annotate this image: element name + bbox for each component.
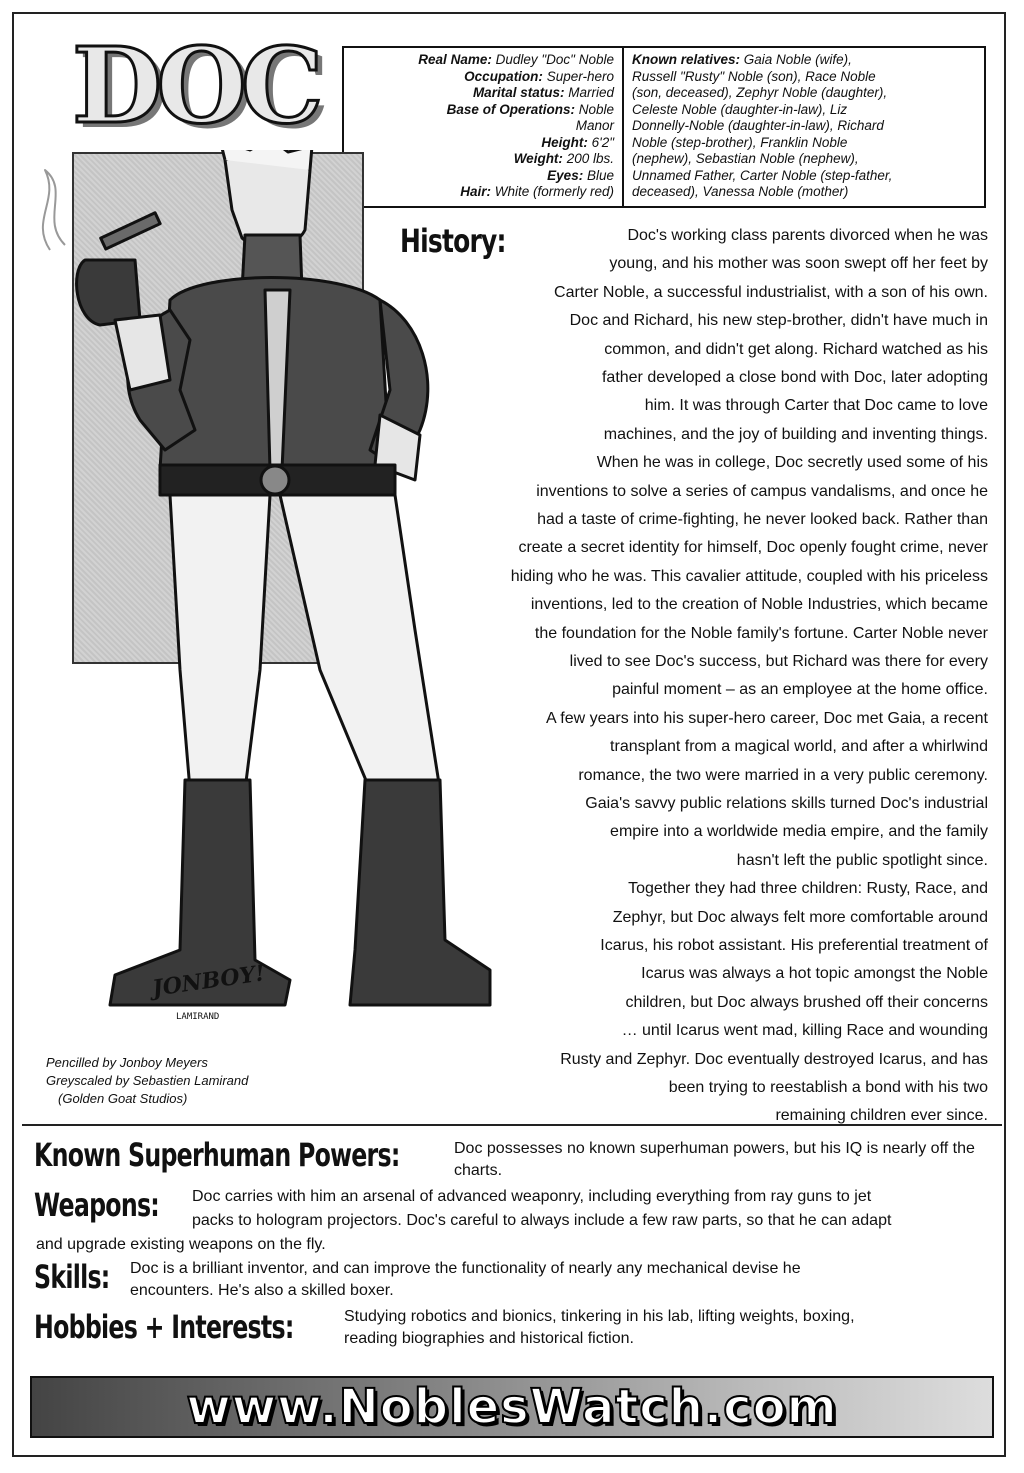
stat-value: White (formerly red) xyxy=(494,184,614,199)
stat-value: 200 lbs. xyxy=(566,151,614,166)
stat-value: 6'2" xyxy=(591,134,614,150)
stat-row xyxy=(352,85,614,102)
history-line: Carter Noble, a successful industrialist, with a son of his own. xyxy=(554,283,988,301)
history-line: Icarus, his robot assistant. His preferential treatment of xyxy=(600,937,988,954)
history-line: Icarus was always a hot topic amongst the Noble xyxy=(641,965,988,983)
history-line: A few years into his super-hero career, Doc met Gaia, a recent xyxy=(546,709,988,727)
penciller-credit: Pencilled by Jonboy Meyers xyxy=(46,1055,208,1070)
hobbies-text-1: Studying robotics and bionics, tinkering in his lab, lifting weights, boxing, xyxy=(344,1308,855,1325)
weapons-heading: Weapons: xyxy=(34,1186,160,1224)
stat-value: Super-hero xyxy=(546,68,614,84)
stat-row xyxy=(352,69,614,86)
art-credits xyxy=(46,1054,248,1108)
relatives-line: Noble (step-brother), Franklin Noble xyxy=(632,134,848,150)
relatives-line: Donnelly-Noble (daughter-in-law), Richard xyxy=(632,118,884,133)
history-line: common, and didn't get along. Richard watched as his xyxy=(604,340,988,358)
history-line: father developed a close bond with Doc, later adopting xyxy=(601,369,988,386)
history-line: Rusty and Zephyr. Doc eventually destroyed Icarus, and has xyxy=(560,1050,988,1068)
history-heading: History: xyxy=(400,222,506,260)
weapons-text-3: and upgrade existing weapons on the fly. xyxy=(36,1236,326,1253)
history-line: him. It was through Carter that Doc came to love xyxy=(644,397,988,415)
stat-row xyxy=(352,135,614,152)
history-line: had a taste of crime-fighting, he never looked back. Rather than xyxy=(537,511,988,528)
colorist-signature: LAMIRAND xyxy=(176,1012,220,1022)
relatives-line: deceased), Vanessa Noble (mother) xyxy=(632,184,849,199)
stat-label: Occupation: xyxy=(464,68,543,84)
relatives-label: Known relatives: xyxy=(632,52,741,67)
website-banner[interactable] xyxy=(30,1376,994,1438)
stat-label: Base of Operations: xyxy=(446,101,575,117)
history-line: Doc's working class parents divorced when he was xyxy=(627,227,988,244)
history-line: transplant from a magical world, and after a whirlwind xyxy=(610,738,988,756)
hobbies-heading: Hobbies + Interests: xyxy=(34,1308,294,1346)
history-line: young, and his mother was soon swept off her feet by xyxy=(609,255,988,273)
history-line: Together they had three children: Rusty, Race, and xyxy=(628,880,988,898)
stat-label: Height: xyxy=(541,134,588,150)
relatives-line: Gaia Noble (wife), xyxy=(740,52,852,67)
powers-heading: Known Superhuman Powers: xyxy=(34,1136,400,1174)
character-illustration xyxy=(20,150,520,1030)
stat-row xyxy=(352,102,614,119)
stat-row xyxy=(352,118,614,135)
history-line: the foundation for the Noble family's fortune. Carter Noble never xyxy=(534,624,988,642)
stat-value: Noble xyxy=(578,101,614,117)
history-line: inventions, led to the creation of Noble Industries, which became xyxy=(530,596,988,614)
weapons-text-2: packs to hologram projectors. Doc's careful to always include a few raw parts, so that he can adapt xyxy=(192,1212,892,1229)
relatives-line: (son, deceased), Zephyr Noble (daughter), xyxy=(632,85,888,100)
relatives-line: Russell "Rusty" Noble (son), Race Noble xyxy=(632,68,876,84)
relatives-line: Celeste Noble (daughter-in-law), Liz xyxy=(632,101,848,117)
stat-row xyxy=(352,52,614,69)
history-line: children, but Doc always brushed off their concerns xyxy=(625,993,988,1011)
stat-label: Hair: xyxy=(460,184,491,199)
stat-value: Married xyxy=(568,85,614,100)
history-line: remaining children ever since. xyxy=(775,1107,988,1125)
history-line: hiding who he was. This cavalier attitude, coupled with his priceless xyxy=(510,567,988,585)
website-url[interactable]: www.NoblesWatch.com xyxy=(186,1379,838,1435)
weapons-text-1: Doc carries with him an arsenal of advanced weaponry, including everything from ray guns to jet xyxy=(192,1188,872,1205)
history-line: empire into a worldwide media empire, and the family xyxy=(610,823,988,841)
stat-label: Marital status: xyxy=(472,85,565,100)
hobbies-text-2: reading biographies and historical fiction. xyxy=(344,1330,634,1347)
history-line: Gaia's savvy public relations skills turned Doc's industrial xyxy=(585,795,988,812)
history-line: been trying to reestablish a bond with his two xyxy=(668,1079,988,1096)
stat-label: Eyes: xyxy=(547,167,584,183)
stat-value: Manor xyxy=(575,118,614,133)
history-line: inventions to solve a series of campus vandalisms, and once he xyxy=(536,482,988,500)
skills-text-2: encounters. He's also a skilled boxer. xyxy=(130,1282,394,1299)
studio-credit: (Golden Goat Studios) xyxy=(58,1091,188,1106)
history-line: … until Icarus went mad, killing Race and wounding xyxy=(621,1022,988,1040)
stat-value: Blue xyxy=(586,167,614,183)
history-line: painful moment – as an employee at the home office. xyxy=(612,681,988,699)
stat-label: Real Name: xyxy=(418,52,492,67)
history-line: Doc and Richard, his new step-brother, didn't have much in xyxy=(569,312,988,330)
skills-text-1: Doc is a brilliant inventor, and can improve the functionality of nearly any mechanical devise he xyxy=(130,1260,801,1277)
stat-label: Weight: xyxy=(513,151,563,166)
relatives-line: (nephew), Sebastian Noble (nephew), xyxy=(632,151,859,166)
history-line: lived to see Doc's success, but Richard was there for every xyxy=(569,653,988,670)
section-divider xyxy=(22,1124,1002,1126)
greyscale-credit: Greyscaled by Sebastien Lamirand xyxy=(46,1073,249,1088)
page-title: DOC xyxy=(72,24,318,147)
history-line: create a secret identity for himself, Doc openly fought crime, never xyxy=(518,539,988,557)
powers-text: Doc possesses no known superhuman powers, but his IQ is nearly off the charts. xyxy=(454,1140,975,1179)
stat-value: Dudley "Doc" Noble xyxy=(495,52,614,67)
relatives-line: Unnamed Father, Carter Noble (step-father, xyxy=(632,167,893,183)
history-line: romance, the two were married in a very public ceremony. xyxy=(578,766,988,784)
history-line: machines, and the joy of building and inventing things. xyxy=(603,425,988,443)
history-line: When he was in college, Doc secretly used some of his xyxy=(596,454,988,472)
skills-heading: Skills: xyxy=(34,1258,110,1296)
history-line: Zephyr, but Doc always felt more comfortable around xyxy=(612,908,988,926)
history-line: hasn't left the public spotlight since. xyxy=(736,851,988,869)
relatives-column xyxy=(624,48,984,206)
artist-signature: JONBOY! xyxy=(150,960,267,1002)
